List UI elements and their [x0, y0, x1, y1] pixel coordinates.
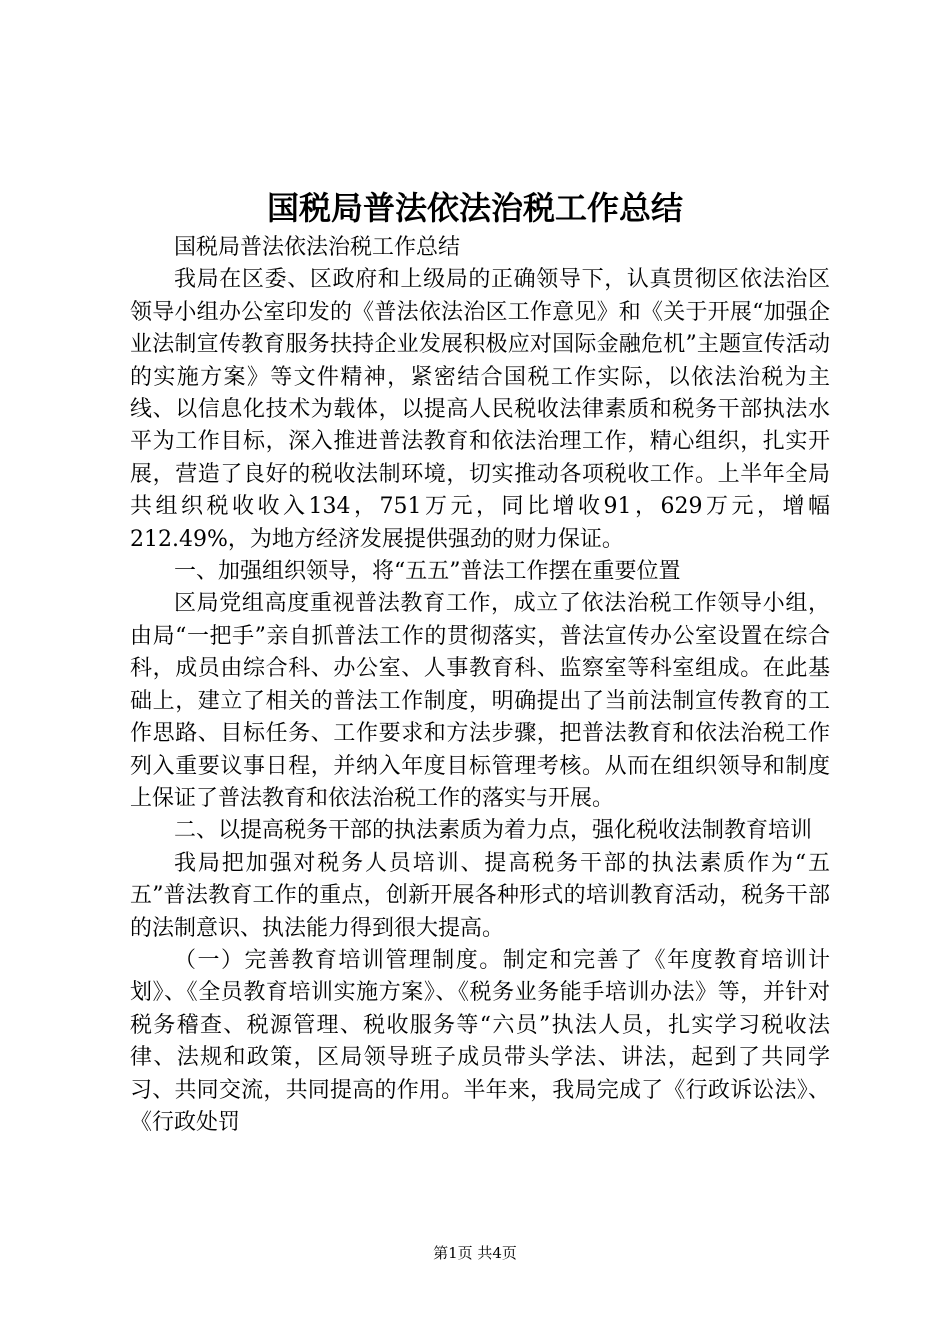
- paragraph-subsection-1: （一）完善教育培训管理制度。制定和完善了《年度教育培训计划》、《全员教育培训实施方案》、《税务业务能手培训办法》等，并针对税务稽查、税源管理、税收服务等“六员”执法人员，扎实学习税收法律、法规和政策，区局领导班子成员带头学法、讲法，起到了共同学习、共同交流，共同提高的作用。半年来，我局完成了《行政诉讼法》、《行政处罚: [130, 947, 830, 1135]
- paragraph-subtitle: 国税局普法依法治税工作总结: [174, 235, 461, 260]
- section-heading-1: 一、加强组织领导，将“五五”普法工作摆在重要位置: [174, 559, 681, 585]
- document-title: 国税局普法依法治税工作总结: [266, 189, 683, 227]
- page-number-footer: 第1页 共4页: [433, 1244, 517, 1262]
- document-body: [130, 232, 830, 1139]
- paragraph-section-1: 区局党组高度重视普法教育工作，成立了依法治税工作领导小组，由局“一把手”亲自抓普法工作的贯彻落实，普法宣传办公室设置在综合科，成员由综合科、办公室、人事教育科、监察室等科室组成。在此基础上，建立了相关的普法工作制度，明确提出了当前法制宣传教育的工作思路、目标任务、工作要求和方法步骤，把普法教育和依法治税工作列入重要议事日程，并纳入年度目标管理考核。从而在组织领导和制度上保证了普法教育和依法治税工作的落实与开展。: [130, 591, 830, 811]
- paragraph-intro: 我局在区委、区政府和上级局的正确领导下，认真贯彻区依法治区领导小组办公室印发的《普法依法治区工作意见》和《关于开展“加强企业法制宣传教育服务扶持企业发展积极应对国际金融危机”主题宣传活动的实施方案》等文件精神，紧密结合国税工作实际，以依法治税为主线、以信息化技术为载体，以提高人民税收法律素质和税务干部执法水平为工作目标，深入推进普法教育和依法治理工作，精心组织，扎实开展，营造了良好的税收法制环境，切实推动各项税收工作。上半年全局共组织税收收入134，751万元，同比增收91，629万元，增幅212.49%，为地方经济发展提供强劲的财力保证。: [130, 267, 830, 552]
- section-heading-2: 二、以提高税务干部的执法素质为着力点，强化税收法制教育培训: [174, 818, 813, 844]
- paragraph-section-2: 我局把加强对税务人员培训、提高税务干部的执法素质作为“五五”普法教育工作的重点，创新开展各种形式的培训教育活动，税务干部的法制意识、执法能力得到很大提高。: [130, 850, 830, 941]
